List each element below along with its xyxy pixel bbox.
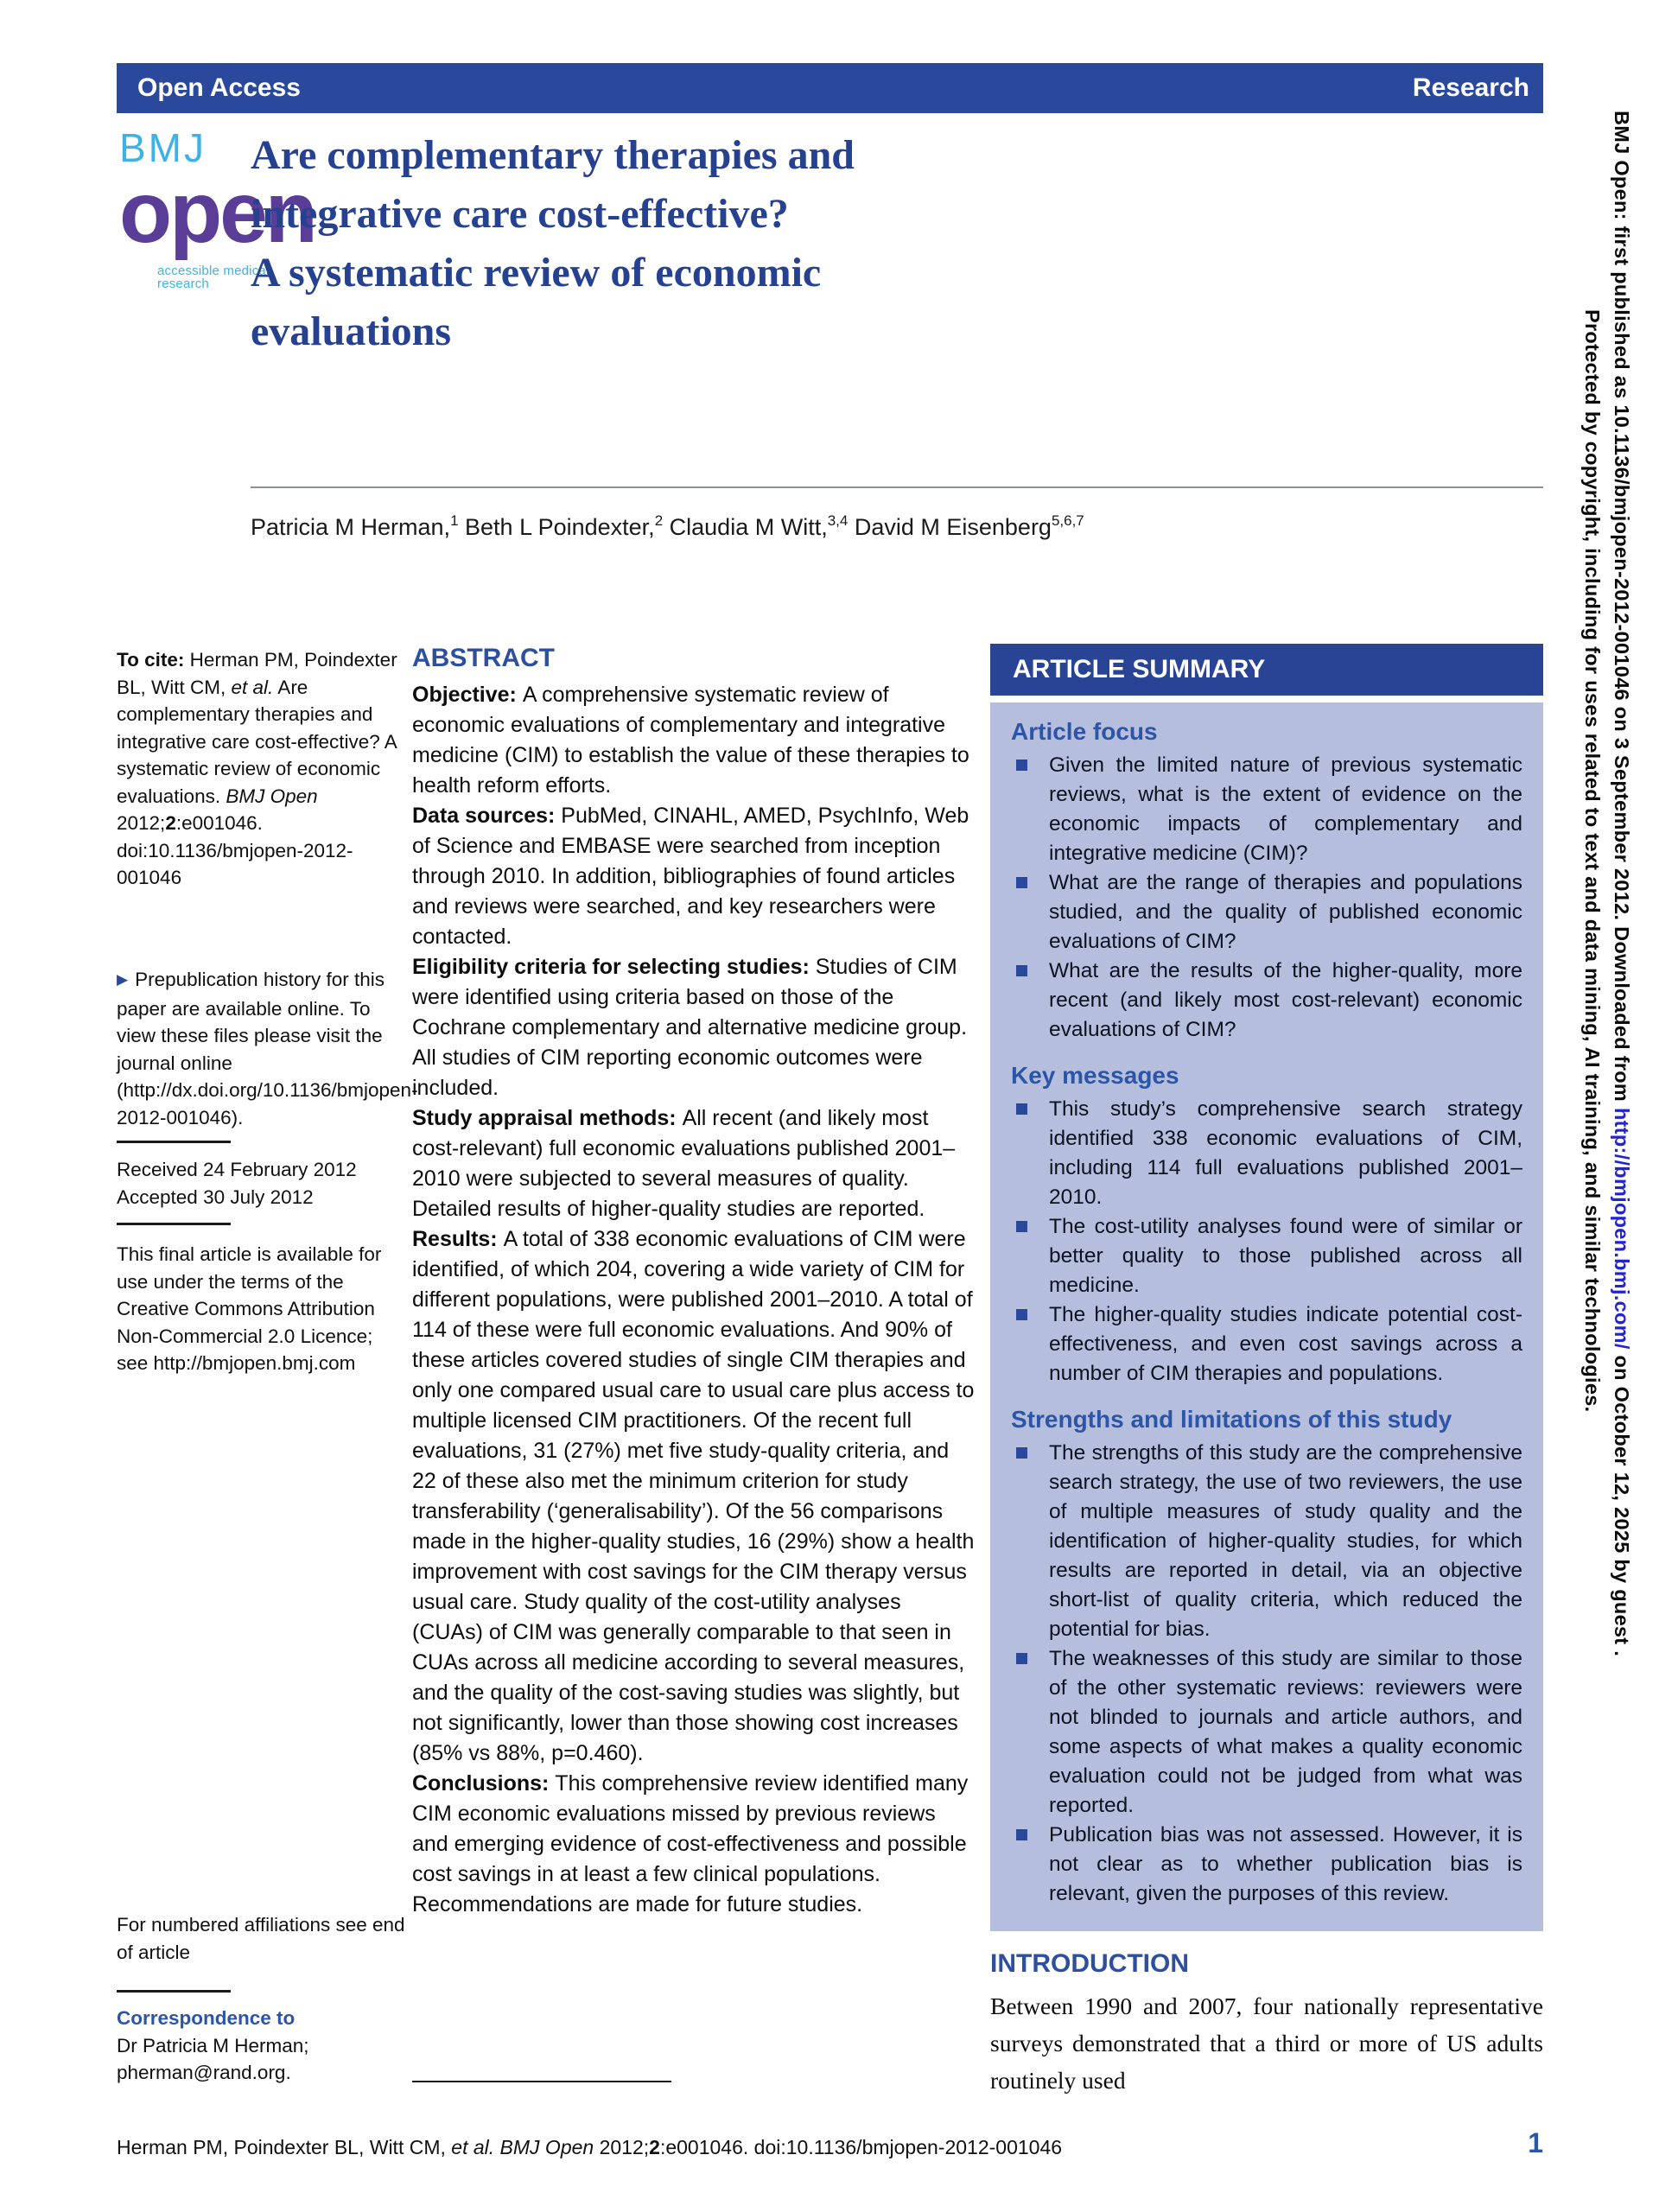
journal-link[interactable]: http://bmjopen.bmj.com xyxy=(153,1352,356,1374)
author-name: Claudia M Witt, xyxy=(663,514,828,540)
citation-text: 2012; xyxy=(117,812,166,834)
abstract-eligibility xyxy=(412,952,976,1103)
bullet-square-icon xyxy=(1016,1653,1027,1664)
correspondence-name: Dr Patricia M Herman; xyxy=(117,2034,309,2056)
license-text: This final article is available for use under the terms of the Creative Commons Attribution Non-Commercial 2.0 Licence; see xyxy=(117,1243,382,1374)
footer-text: 2012; xyxy=(594,2136,650,2158)
authors-divider xyxy=(251,486,1543,488)
abstract-label: Objective: xyxy=(412,683,523,707)
summary-bullet-list xyxy=(1011,1439,1522,1909)
footer-doi: :e001046. doi:10.1136/bmjopen-2012-001046 xyxy=(659,2136,1063,2158)
abstract-appraisal xyxy=(412,1103,976,1224)
prepublication-text: Prepublication history for this paper are available online. To view these files please visit the journal online ( xyxy=(117,969,385,1101)
article-summary-header: ARTICLE SUMMARY xyxy=(990,644,1543,696)
summary-bullet xyxy=(1011,1300,1522,1389)
abstract-heading: ABSTRACT xyxy=(412,644,555,672)
summary-bullet-list xyxy=(1011,1095,1522,1389)
article-summary-box xyxy=(990,644,1543,1931)
author-name: Beth L Poindexter, xyxy=(458,514,655,540)
summary-bullet-text: The cost-utility analyses found were of similar or better quality to those published across all medicine. xyxy=(1049,1215,1522,1297)
author-affiliation-sup: 2 xyxy=(654,512,664,529)
footer-journal: BMJ Open xyxy=(499,2136,594,2158)
vertical-copyright-line1 xyxy=(1610,111,1633,1656)
bullet-square-icon xyxy=(1016,877,1027,888)
bullet-square-icon xyxy=(1016,1829,1027,1840)
summary-bullet xyxy=(1011,1644,1522,1821)
abstract-text: All recent (and likely most cost-relevant) full economic evaluations published 2001–2010 were subjected to several measures of quality. Detailed results of higher-quality studies are reported. xyxy=(412,1106,956,1221)
footer-text: Herman PM, Poindexter BL, Witt CM, xyxy=(117,2136,452,2158)
sidebar-divider xyxy=(117,1990,231,1993)
footer-etal: et al. xyxy=(451,2136,500,2158)
introduction-section xyxy=(990,1949,1543,2099)
article-summary-body xyxy=(990,702,1543,1931)
summary-bullet-text: Publication bias was not assessed. However, it is not clear as to whether publication bias is relevant, given the purposes of this review. xyxy=(1049,1823,1522,1905)
triangle-bullet-icon: ▶ xyxy=(117,971,129,988)
bullet-square-icon xyxy=(1016,1221,1027,1232)
citation-volume: 2 xyxy=(165,812,176,834)
prepublication-note xyxy=(117,966,418,1131)
summary-bullet xyxy=(1011,751,1522,868)
citation-text: Herman PM, Poindexter BL, Witt CM, xyxy=(117,649,397,698)
summary-bullet xyxy=(1011,1821,1522,1909)
abstract-text: This comprehensive review identified many CIM economic evaluations missed by previous reviews and emerging evidence of cost-effectiveness and possible cost savings in at least a few clinical populations. Recommendations are made for future studies. xyxy=(412,1771,969,1916)
to-cite-label: To cite: xyxy=(117,649,190,671)
license-block xyxy=(117,1241,407,1377)
bullet-square-icon xyxy=(1016,965,1027,976)
abstract-text: A total of 338 economic evaluations of CIM were identified, of which 204, covering a wide variety of CIM for different populations, were published 2001–2010. A total of 114 of these were full economic evaluations. And 90% of these articles covered studies of single CIM therapies and only one compared usual care to usual care plus access to multiple licensed CIM practitioners. Of the recent full evaluations, 31 (27%) met five study-quality criteria, and 22 of these also met the minimum criterion for study transferability (‘generalisability’). Of the 56 comparisons made in the higher-quality studies, 16 (29%) show a health improvement with cost savings for the CIM therapy versus usual care. Study quality of the cost-utility analyses (CUAs) of CIM was generally comparable to that seen in CUAs across all medicine according to several measures, and the quality of the cost-saving studies was slightly, but not significantly, lower than those showing cost increases (85% vs 88%, p=0.460). xyxy=(412,1227,975,1765)
abstract-objective xyxy=(412,680,976,801)
summary-bullet xyxy=(1011,1439,1522,1644)
summary-bullet-text: The strengths of this study are the comprehensive search strategy, the use of two reviewers, the use of multiple measures of study quality and the identification of higher-quality studies, for which results are reported in detail, via an objective short-list of quality criteria, which reduced the potential for bias. xyxy=(1049,1441,1522,1641)
correspondence-label: Correspondence to xyxy=(117,2007,296,2029)
abstract-results xyxy=(412,1224,976,1769)
citation-etal: et al. xyxy=(231,676,274,698)
prepublication-text: ). xyxy=(231,1106,244,1128)
summary-bullet-text: The higher-quality studies indicate potential cost-effectiveness, and even cost savings across a number of CIM therapies and populations. xyxy=(1049,1303,1522,1385)
bullet-square-icon xyxy=(1016,1309,1027,1320)
introduction-paragraph: Between 1990 and 2007, four nationally representative surveys demonstrated that a third or more of US adults routinely used xyxy=(990,1993,1543,2094)
to-cite-block xyxy=(117,646,407,892)
accepted-date: Accepted 30 July 2012 xyxy=(117,1185,314,1208)
abstract-label: Results: xyxy=(412,1227,504,1251)
abstract-text: PubMed, CINAHL, AMED, PsychInfo, Web of Science and EMBASE were searched from inception through 2010. In addition, bibliographies of found articles and reviews were searched, and key researchers were contacted. xyxy=(412,804,969,949)
received-date: Received 24 February 2012 xyxy=(117,1159,357,1180)
summary-bullet xyxy=(1011,1212,1522,1300)
title-line: integrative care cost-effective? xyxy=(251,191,789,237)
vertical-copyright-text: BMJ Open: first published as 10.1136/bmjopen-2012-001046 on 3 September 2012. Downloaded from xyxy=(1611,111,1633,1108)
summary-group-heading: Article focus xyxy=(1011,718,1158,745)
summary-bullet-text: This study’s comprehensive search strategy identified 338 economic evaluations of CIM, including 114 full evaluations published 2001–2010. xyxy=(1049,1097,1522,1209)
prepublication-link[interactable]: http://dx.doi.org/10.1136/bmjopen-2012-001046 xyxy=(117,1079,418,1128)
introduction-heading: INTRODUCTION xyxy=(990,1949,1189,1978)
summary-bullet-list xyxy=(1011,751,1522,1045)
page-number: 1 xyxy=(1528,2127,1543,2158)
citation-journal: BMJ Open xyxy=(226,785,318,807)
abstract-section xyxy=(412,644,976,1920)
footer-citation xyxy=(117,2136,1062,2159)
author-affiliation-sup: 5,6,7 xyxy=(1051,512,1084,529)
logo-bmj-text: BMJ xyxy=(119,125,207,170)
sidebar-divider xyxy=(117,1223,231,1225)
abstract-label: Conclusions: xyxy=(412,1771,556,1796)
title-line: Are complementary therapies and xyxy=(251,132,855,178)
bullet-square-icon xyxy=(1016,760,1027,771)
vertical-copyright-line2: Protected by copyright, including for uses related to text and data mining, AI training, and similar technologies. xyxy=(1581,309,1604,1413)
top-banner xyxy=(117,63,1543,113)
logo-tagline: accessible medical research xyxy=(157,264,270,291)
abstract-text: Studies of CIM were identified using criteria based on those of the Cochrane complementary and alternative medicine group. All studies of CIM reporting economic outcomes were included. xyxy=(412,955,968,1100)
summary-bullet-text: What are the results of the higher-quality, more recent (and likely most cost-relevant) economic evaluations of CIM? xyxy=(1049,959,1522,1041)
dates-block xyxy=(117,1156,407,1211)
summary-bullet xyxy=(1011,868,1522,957)
logo-open-text: open xyxy=(119,164,315,261)
summary-bullet-text: Given the limited nature of previous systematic reviews, what is the extent of evidence on the economic impacts of complementary and integrative medicine (CIM)? xyxy=(1049,753,1522,865)
affiliations-note: For numbered affiliations see end of article xyxy=(117,1914,405,1963)
bullet-square-icon xyxy=(1016,1447,1027,1459)
summary-bullet xyxy=(1011,1095,1522,1212)
summary-bullet xyxy=(1011,957,1522,1045)
summary-bullet-text: What are the range of therapies and populations studied, and the quality of published economic evaluations of CIM? xyxy=(1049,871,1522,953)
footer-volume: 2 xyxy=(649,2136,660,2158)
author-affiliation-sup: 3,4 xyxy=(827,512,849,529)
vertical-copyright-text: on October 12, 2025 by guest . xyxy=(1611,1349,1633,1657)
title-line: evaluations xyxy=(251,308,452,354)
citation-text: Are complementary therapies and integrative care cost-effective? A systematic review of economic evaluations. xyxy=(117,676,397,807)
bmjopen-link[interactable]: http://bmjopen.bmj.com/ xyxy=(1611,1107,1633,1350)
summary-group-heading: Key messages xyxy=(1011,1062,1179,1089)
correspondence-block xyxy=(117,2005,407,2087)
bullet-square-icon xyxy=(1016,1103,1027,1115)
abstract-label: Data sources: xyxy=(412,804,562,828)
author-affiliation-sup: 1 xyxy=(450,512,459,529)
author-name: David M Eisenberg xyxy=(848,514,1052,540)
article-title xyxy=(251,126,994,361)
abstract-label: Eligibility criteria for selecting studies: xyxy=(412,955,816,979)
abstract-conclusions xyxy=(412,1769,976,1920)
correspondence-email[interactable]: pherman@rand.org. xyxy=(117,2062,291,2083)
abstract-text: A comprehensive systematic review of economic evaluations of complementary and integrative medicine (CIM) to establish the value of these therapies to health reform efforts. xyxy=(412,683,969,798)
abstract-data-sources xyxy=(412,801,976,952)
citation-doi: :e001046. doi:10.1136/bmjopen-2012-001046 xyxy=(117,812,353,888)
research-label: Research xyxy=(1412,73,1529,102)
abstract-divider xyxy=(412,2081,671,2082)
summary-bullet-text: The weaknesses of this study are similar to those of the other systematic reviews: reviewers were not blinded to journals and article authors, and some aspects of what makes a quality economic evaluation could not be judged from what was reported. xyxy=(1049,1647,1522,1817)
authors-line xyxy=(251,513,1084,541)
author-name: Patricia M Herman, xyxy=(251,514,451,540)
summary-group-heading: Strengths and limitations of this study xyxy=(1011,1406,1452,1433)
title-line: A systematic review of economic xyxy=(251,250,822,296)
open-access-label: Open Access xyxy=(137,73,301,102)
sidebar-divider xyxy=(117,1141,231,1143)
abstract-label: Study appraisal methods: xyxy=(412,1106,683,1130)
